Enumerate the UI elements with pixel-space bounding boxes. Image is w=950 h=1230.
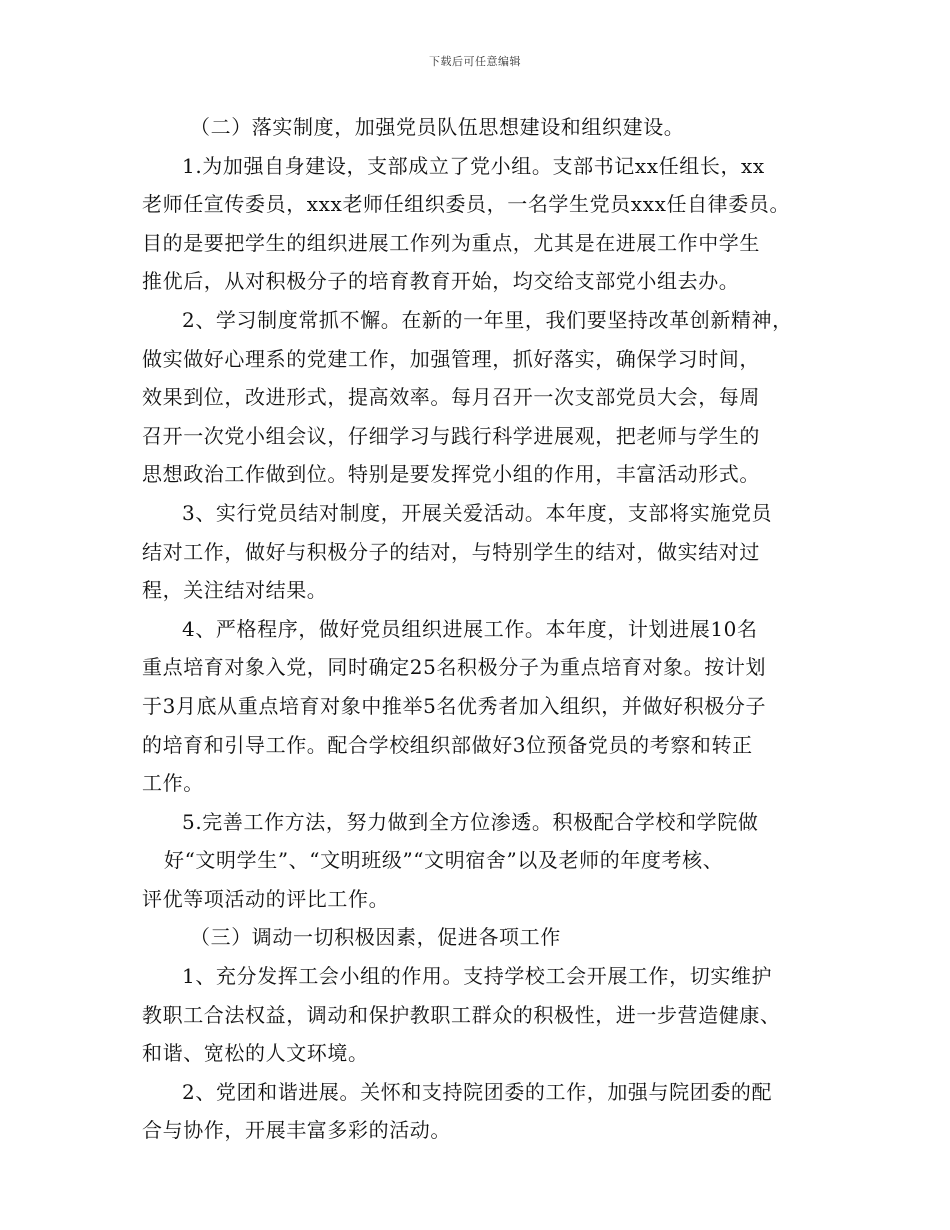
- paragraph-line: 1、充分发挥工会小组的作用。支持学校工会开展工作，切实维护: [182, 964, 773, 989]
- paragraph-line: 于3月底从重点培育对象中推举5名优秀者加入组织，并做好积极分子: [142, 693, 767, 718]
- paragraph-line: 做实做好心理系的党建工作，加强管理，抓好落实，确保学习时间，: [142, 346, 760, 371]
- document-body: [142, 108, 832, 1150]
- paragraph-line: 效果到位，改进形式，提高效率。每月召开一次支部党员大会，每周: [142, 385, 760, 410]
- paragraph-line: 老师任宣传委员，xxx老师任组织委员，一名学生党员xxx任自律委员。: [142, 192, 791, 217]
- paragraph-line: 4、严格程序，做好党员组织进展工作。本年度，计划进展10名: [182, 616, 758, 641]
- paragraph-line: 的培育和引导工作。配合学校组织部做好3位预备党员的考察和转正: [142, 732, 753, 757]
- paragraph-line: 重点培育对象入党，同时确定25名积极分子为重点培育对象。按计划: [142, 655, 767, 680]
- section-heading-3: （三）调动一切积极因素，促进各项工作: [190, 925, 561, 950]
- paragraph-line: 教职工合法权益，调动和保护教职工群众的积极性，进一步营造健康、: [142, 1002, 781, 1027]
- paragraph-line: 结对工作，做好与积极分子的结对，与特别学生的结对，做实结对过: [142, 539, 760, 564]
- paragraph-line: 程，关注结对结果。: [142, 578, 328, 603]
- paragraph-line: 目的是要把学生的组织进展工作列为重点，尤其是在进展工作中学生: [142, 230, 760, 255]
- paragraph-line: 评优等项活动的评比工作。: [142, 886, 390, 911]
- section-heading-2: （二）落实制度，加强党员队伍思想建设和组织建设。: [190, 115, 685, 139]
- paragraph-line: 好“文明学生”、“文明班级”“文明宿舍”以及老师的年度考核、: [164, 848, 724, 873]
- paragraph-line: 和谐、宽松的人文环境。: [142, 1041, 369, 1066]
- paragraph-line: 3、实行党员结对制度，开展关爱活动。本年度，支部将实施党员: [182, 500, 773, 525]
- paragraph-line: 合与协作，开展丰富多彩的活动。: [142, 1118, 451, 1143]
- paragraph-line: 工作。: [142, 771, 204, 796]
- paragraph-line: 1.为加强自身建设，支部成立了党小组。支部书记xx任组长，xx: [182, 153, 765, 178]
- paragraph-line: 思想政治工作做到位。特别是要发挥党小组的作用，丰富活动形式。: [142, 462, 760, 487]
- paragraph-line: 2、党团和谐进展。关怀和支持院团委的工作，加强与院团委的配: [182, 1079, 773, 1104]
- paragraph-line: 5.完善工作方法，努力做到全方位渗透。积极配合学校和学院做: [182, 809, 759, 834]
- paragraph-line: 推优后，从对积极分子的培育教育开始，均交给支部党小组去办。: [142, 269, 740, 294]
- paragraph-line: 2、学习制度常抓不懈。在新的一年里，我们要坚持改革创新精神，: [182, 307, 793, 332]
- paragraph-line: 召开一次党小组会议，仔细学习与践行科学进展观，把老师与学生的: [142, 423, 760, 448]
- page-header-note: 下载后可任意编辑: [429, 55, 521, 68]
